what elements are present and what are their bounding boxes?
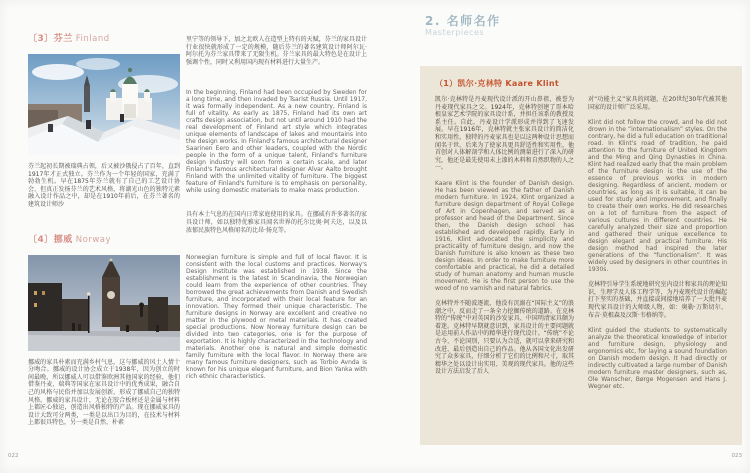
article-col2-paragraph-en-2: Klint guided the students to systematically analyze the theoretical knowledge of interior and furniture design, physiology and ergonomics etc, for laying a sound foundation on Danish modern design. It had directly or indirectly cultivated a large number of Danish modern furniture master designers, such as, Ole Wanscher, Børge Mogensen and Hans J. Wegner etc. [588, 327, 727, 391]
norway-paragraph-cn: 挪威的家具朴素而充满乡村气息，这与挪威的风土人情十分吻合。挪威的设计协会成立于1938年，因为创立的时间最晚，所以挪威人可以借鉴欧洲其他国家的经验，他们借鉴丹麦、瑞典等国家在家具设计中的优秀成果，融合自己的风格与民俗并加以发展创新，形成了挪威自己的独特风格。挪威的家具设计，无论在胶合板材还是金属与材料上都匠心独运，创造出风格独特的产品。现在挪威家具的设计大致可分两类，一类是以出口为目的，在技术与材料上都很具特色，另一类是自然、朴素 [28, 358, 180, 427]
page-number-right: 023 [731, 453, 742, 459]
section-heading-norway [28, 234, 180, 246]
section-heading-finland-cn: 〔3〕芬兰 [28, 34, 73, 44]
page-number-left: 022 [8, 453, 19, 459]
section-heading-norway-en: Norway [75, 234, 112, 245]
article-col1-paragraph-cn-1: 凯尔·克林特是丹麦现代设计派的开山鼻祖，被誉为丹麦现代家具之父。1924年，克林特创建了哥本哈根皇家艺术学院的家具设计系，并担任该系的教授及系主任。自此，丹麦设计学派形成并得到了飞速发展。早在1916年，克林特就主张家具设计的简洁化和实用性，独特的丹麦家具也是以这两种设计思想而闻名于世。后来为了使家具更具舒适性和实用性，他首创对人体解剖学和人体比例的测量进行了深入的研究，他还是最先使用未上漆的木料和自然织物的人之一。 [435, 96, 574, 172]
norway-photo [28, 255, 180, 351]
article-heading: （1）凯尔·克林特 Kaare Klint [435, 79, 560, 88]
left-page-image-column [28, 33, 180, 427]
section-heading-finland [28, 33, 180, 45]
right-page-title [425, 14, 501, 38]
article-columns [435, 96, 727, 398]
norway-paragraph-cn-continued: 具有本土气息的在国内日常家庭使用的家具。在挪威有许多著名的家具设计师，如以独特优雅家具闻名世界的托尔比奥·阿夫达，以及以浓郁民族特色风格闻名的比昂·扬克等。 [186, 211, 367, 234]
left-page-text-column [186, 36, 367, 380]
norway-paragraph-en: Norwegian furniture is simple and full of local flavor. It is consistent with the local customs and practices. Norway's Design Institute was established in 1938. Since the establishment is the latest in Scandinavia, the Norwegian could learn from the experience of other countries. They borrowed the great achievements from Danish and Swedish furniture, and incorporated with their local feature for an innovation. They formed their unique characteristic. The furniture designs in Norway are excellent and creative no matter in the plywood or metal materials. It has created special productions. Now Norway furniture design can be divided into two categories, one is for the purpose of exportation. It is highly characterized in the technology and materials. Another one is natural and simple domestic family furniture with the local flavor. In Norway there are many famous furniture designers, such as Torbio Avnda is known for his unique elegant furniture, and Bion Yanka with rich ethnic characteristics. [186, 254, 367, 381]
article-column-1 [435, 96, 574, 398]
article-col2-paragraph-cn-continued: 对“功能主义”家具的问题，在20世纪30年代被其他国家的设计师广泛采用。 [588, 96, 727, 111]
article-column-2 [588, 96, 727, 398]
finland-photo [28, 54, 180, 155]
section-title: 2. 名师名作 [425, 14, 501, 28]
finland-paragraph-en: In the beginning, Finland had been occupied by Sweden for a long time, and then invaded by Tsarist Russia. Until 1917, it was formally independent. As a new country, Finland is full of vitality. As early as 1875, Finland had its own art crafts design association, but not until around 1910 had the real development of Finland art style which integrates unique elements of landscape of lakes and mountains into the design works. In Finland's famous architectural designer Saarinen Eero and other leaders, coupled with the Nordic people in the form of a unique talent, Finland's furniture design industry will soon form a certain scale, and later Finland's famous architectural designer Alvar Aalto brought Finland with the unlimited vitality of furniture. The biggest feature of Finland's furniture is to emphasis on personality, while using domestic materials to make mass production. [186, 89, 367, 195]
finland-paragraph-cn-continued: 里宁等的领导下，加之北欧人在造型上特有的天赋，芬兰的家具设计行业很快就形成了一定的规模，随后芬兰的著名建筑设计师阿尔瓦·阿尔托为芬兰家具带来了无限生机。芬兰家具的最大特色是在设计上强调个性，同时又利用国内现有材料进行大量生产。 [186, 36, 367, 66]
kaare-klint-article-box [420, 66, 742, 445]
finland-paragraph-cn: 芬兰起初长期被瑞典占领，后又被沙俄侵占了百年，直到1917年才正式独立。芬兰作为一个年轻的国家，充满了勃勃生机。早在1875年芬兰就有了自己的工艺设计协会，但真正发扬芬兰的艺术风格，将湖光山色的独特元素融入设计作品之中，却是在1910年前后，在芬兰著名的建筑设计师沙 [28, 163, 180, 208]
article-col1-paragraph-en: Kaare Klint is the founder of Danish design. He has been viewed as the father of Danish modern furniture. In 1924, Klint organized a furniture design department of Royal College of Art in Copenhagen, and served as a professor and head of the Department. Since then, the Danish design school has established and developed rapidly. Early in 1916, Klint advocated the simplicity and practicality of furniture design, and now the Danish furniture is also known as these two design ideas. In order to make furniture more comfortable and practical, he did a detailed study of human anatomy and human muscle movement. He is the first person to use the wood of no varnish and natural fabrics. [435, 179, 574, 292]
section-heading-norway-cn: 〔4〕挪威 [28, 234, 73, 245]
article-col2-paragraph-cn: 克林特引导学生系统地研究室内设计和家具的理论知识，生理学及人体工程学等，为丹麦现代设计的崛起打下坚实的基础，并直接或间接地培养了一大批丹麦现代家具设计的大师级人物，如：奥勒·万斯切尔、布吉·莫根森及汉斯·韦格纳等。 [588, 281, 727, 319]
section-heading-finland-en: Finland [75, 34, 110, 44]
article-col1-paragraph-cn-2: 克林特并不随波逐流，他没有沉溺在“国际主义”的浪潮之中，反而走了一条全力挖掘传统的道路。在克林特的“传统”中对英国的沙发家具、中国明清家具颇为着迷。克林特早期就意识到，家具设计的主要问题就是运用前人作品中的精华进行现代设计。“传统”不论古今，不论国别，只要认为合适，就可以拿来研究和改进，最后创造出自己的作品。他从各国文化出发研究了众多家具，仔细分析了它们的比例和尺寸，取其精华之处以设计出实用、美观的现代家具。他的这些设计方法启发了后人 [435, 299, 574, 376]
article-col2-paragraph-en-1: Klint did not follow the crowd, and he did not drown in the “internationalism” styles. On the contrary, he did a full education on traditional road. In Klint's road of tradition, he paid attention to the furniture of United Kingdom and the Ming and Qing Dynasties in China. Klint had realized early that the main problem of the furniture design is the use of the essence of previous works in modern designing. Regardless of ancient, modern or countries, as long as it is suitable, it can be used for study and improvement, and finally to create their own works. He did researches on a lot of furniture from the aspect of various cultures in different countries. He carefully analyzed their size and proportion and gathered their unique excellence to design elegant and practical furniture. His design method had inspired the later generations of the “functionalism”. It was widely used by designers in other countries in 1930s. [588, 119, 727, 274]
section-subtitle: Masterpieces [425, 28, 485, 37]
